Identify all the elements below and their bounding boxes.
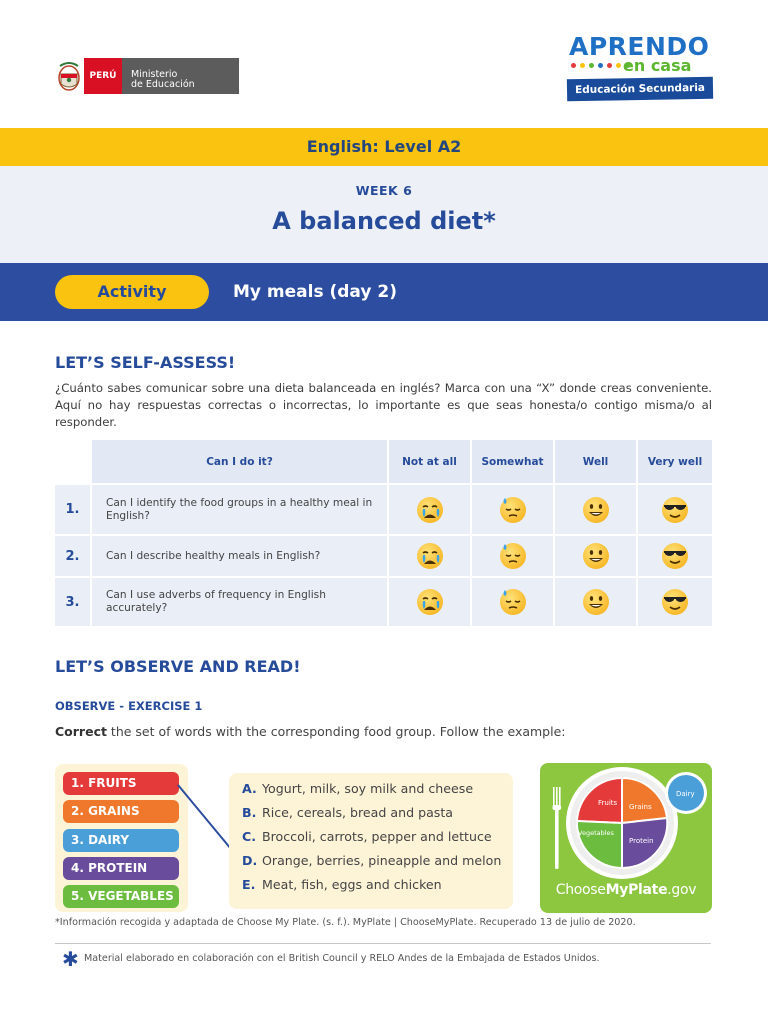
table-row — [55, 536, 714, 578]
rating-cell-very-well[interactable] — [638, 485, 714, 536]
self-assess-intro: ¿Cuánto sabes comunicar sobre una dieta balanceada en inglés? Marca con una “X” donde creas conveniente. Aquí no hay respuestas correctas o incorrectas, lo importante es que seas honesta/o contigo misma/o al responder. — [55, 381, 712, 429]
ministry-line-1: Ministerio — [131, 69, 178, 80]
brand-prefix: Choose — [555, 882, 606, 898]
item-text: Meat, fish, eggs and chicken — [262, 877, 442, 892]
list-item — [242, 877, 442, 892]
observe-heading: LET’S OBSERVE AND READ! — [55, 657, 301, 676]
rating-cell-somewhat[interactable] — [472, 578, 555, 628]
plate-label-protein: Protein — [629, 837, 654, 845]
group-fruits: 1. FRUITS — [63, 772, 179, 795]
brand-dots — [571, 63, 630, 68]
plate-label-dairy: Dairy — [676, 790, 695, 798]
group-grains: 2. GRAINS — [63, 800, 179, 823]
exercise-label: OBSERVE - EXERCISE 1 — [55, 699, 203, 713]
row-question: Can I describe healthy meals in English? — [92, 536, 389, 578]
asterisk-icon: ✱ — [62, 947, 79, 971]
rating-cell-well[interactable] — [555, 485, 638, 536]
row-number: 2. — [55, 536, 92, 578]
plate-label-vegetables: Vegetables — [578, 829, 614, 837]
row-number: 3. — [55, 578, 92, 628]
exercise-instruction — [55, 724, 566, 739]
self-assess-heading: LET’S SELF-ASSESS! — [55, 353, 236, 372]
myplate-graphic — [540, 763, 712, 913]
header-can-i-do-it: Can I do it? — [92, 440, 389, 485]
activity-name: My meals (day 2) — [233, 282, 397, 302]
rating-cell-very-well[interactable] — [638, 536, 714, 578]
crying-face-icon — [415, 587, 445, 617]
plate-label-fruits: Fruits — [598, 799, 618, 807]
food-groups-box — [55, 764, 188, 912]
row-question: Can I use adverbs of frequency in English accurately? — [92, 578, 389, 628]
list-item — [242, 829, 492, 844]
item-text: Orange, berries, pineapple and melon — [262, 853, 502, 868]
rating-cell-not-at-all[interactable] — [389, 578, 472, 628]
item-letter: C. — [242, 829, 257, 844]
myplate-brand — [540, 882, 712, 898]
brand-suffix: .gov — [667, 882, 697, 898]
smiling-face-icon — [581, 495, 611, 525]
food-items-box — [229, 773, 513, 909]
ministry-line-2: de Educación — [131, 79, 195, 90]
title-area — [0, 166, 768, 263]
ministry-logo — [54, 58, 239, 94]
sunglasses-face-icon — [660, 541, 690, 571]
header-somewhat: Somewhat — [472, 440, 555, 485]
activity-badge: Activity — [55, 275, 209, 309]
rating-cell-very-well[interactable] — [638, 578, 714, 628]
activity-bar — [0, 263, 768, 321]
list-item — [242, 805, 453, 820]
self-assess-table — [55, 440, 714, 628]
item-text: Yogurt, milk, soy milk and cheese — [262, 781, 474, 796]
sweating-face-icon — [498, 587, 528, 617]
brand-bold: MyPlate — [605, 882, 668, 898]
crying-face-icon — [415, 495, 445, 525]
peru-label: PERÚ — [84, 58, 122, 94]
instruction-bold: Correct — [55, 724, 107, 739]
header-well: Well — [555, 440, 638, 485]
item-letter: D. — [242, 853, 258, 868]
header-very-well: Very well — [638, 440, 714, 485]
sunglasses-face-icon — [660, 587, 690, 617]
brand-subtitle: en casa — [623, 56, 692, 75]
smiling-face-icon — [581, 541, 611, 571]
divider — [55, 943, 711, 944]
rating-cell-somewhat[interactable] — [472, 485, 555, 536]
aprendo-en-casa-logo — [565, 32, 715, 102]
group-protein: 4. PROTEIN — [63, 857, 179, 880]
group-vegetables: 5. VEGETABLES — [63, 885, 179, 908]
header-blank-cell — [55, 440, 92, 485]
rating-cell-well[interactable] — [555, 536, 638, 578]
rating-cell-somewhat[interactable] — [472, 536, 555, 578]
sunglasses-face-icon — [660, 495, 690, 525]
table-row — [55, 578, 714, 628]
level-bar: English: Level A2 — [0, 128, 768, 166]
header-not-at-all: Not at all — [389, 440, 472, 485]
group-dairy: 3. DAIRY — [63, 829, 179, 852]
table-header-row — [55, 440, 714, 485]
smiling-face-icon — [581, 587, 611, 617]
sweating-face-icon — [498, 495, 528, 525]
rating-cell-not-at-all[interactable] — [389, 485, 472, 536]
instruction-rest: the set of words with the corresponding food group. Follow the example: — [106, 724, 566, 739]
table-row — [55, 485, 714, 536]
coat-of-arms-icon — [54, 58, 84, 94]
item-letter: A. — [242, 781, 257, 796]
sweating-face-icon — [498, 541, 528, 571]
source-note: *Información recogida y adaptada de Choose My Plate. (s. f.). MyPlate | ChooseMyPlate. Recuperado 13 de julio de 2020. — [55, 917, 636, 928]
list-item — [242, 853, 501, 868]
item-text: Rice, cereals, bread and pasta — [262, 805, 454, 820]
row-number: 1. — [55, 485, 92, 536]
rating-cell-not-at-all[interactable] — [389, 536, 472, 578]
page-title: A balanced diet* — [272, 207, 496, 235]
week-label: WEEK 6 — [355, 183, 413, 198]
myplate-plate-icon — [540, 763, 712, 883]
item-text: Broccoli, carrots, pepper and lettuce — [262, 829, 492, 844]
row-question: Can I identify the food groups in a healthy meal in English? — [92, 485, 389, 536]
crying-face-icon — [415, 541, 445, 571]
item-letter: E. — [242, 877, 256, 892]
footer-note: Material elaborado en colaboración con el British Council y RELO Andes de la Embajada de Estados Unidos. — [84, 953, 600, 964]
item-letter: B. — [242, 805, 257, 820]
brand-title: APRENDO — [569, 32, 710, 61]
plate-label-grains: Grains — [629, 803, 652, 811]
ministry-label — [122, 58, 239, 94]
brand-band: Educación Secundaria — [567, 77, 713, 102]
rating-cell-well[interactable] — [555, 578, 638, 628]
list-item — [242, 781, 473, 796]
